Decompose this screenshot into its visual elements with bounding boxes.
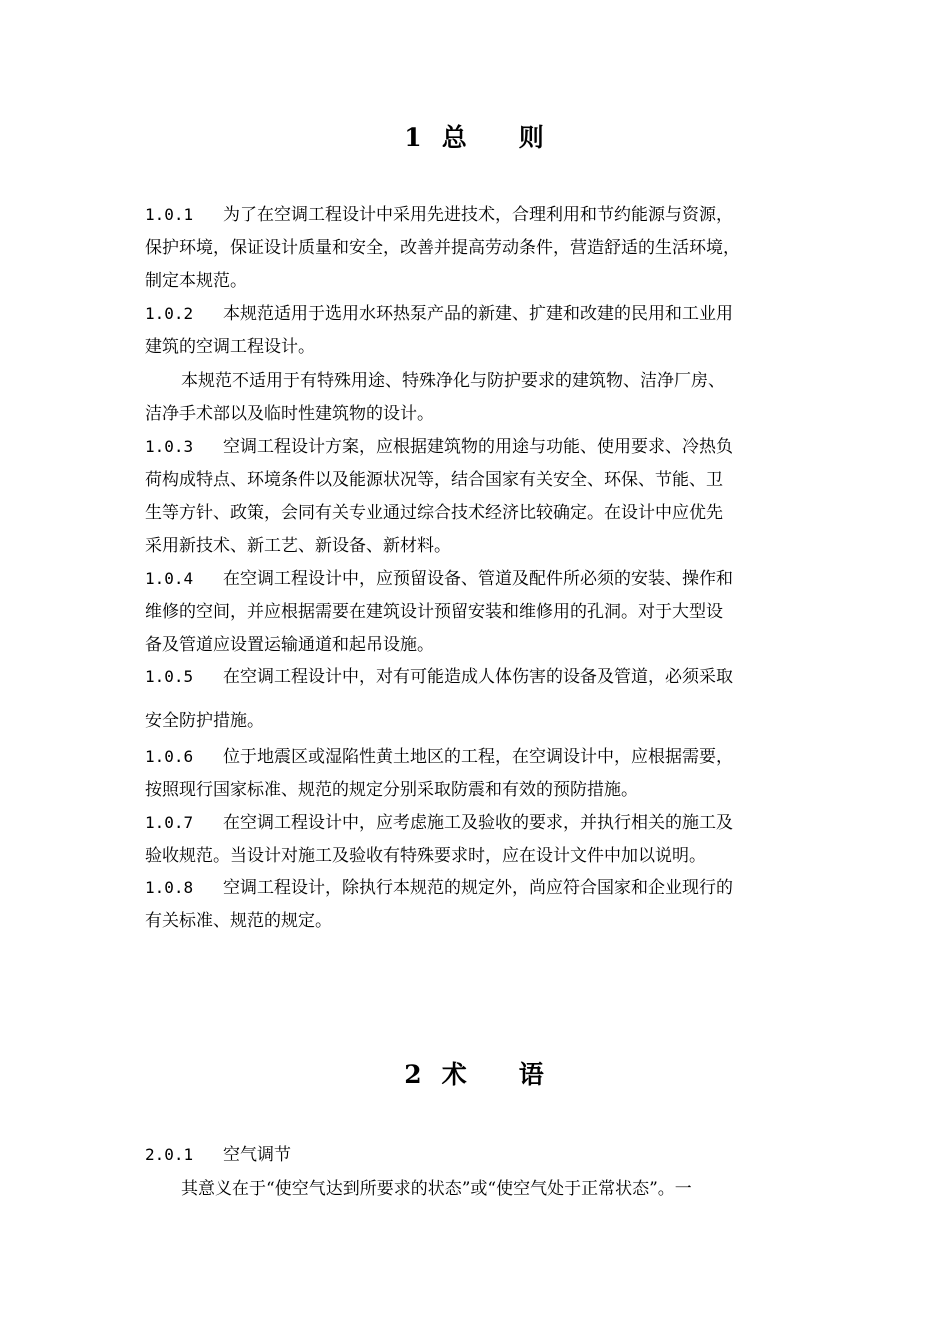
line-text: 验收规范。当设计对施工及验收有特殊要求时，应在设计文件中加以说明。 — [145, 846, 706, 866]
section-number: 2 — [404, 1060, 424, 1089]
paragraph-line — [145, 812, 825, 834]
line-text: 本规范适用于选用水环热泵产品的新建、扩建和改建的民用和工业用 — [223, 304, 733, 324]
paragraph-line — [145, 403, 825, 425]
clause-number: 1.0.6 — [145, 747, 194, 766]
paragraph-line — [145, 601, 825, 623]
line-text: 为了在空调工程设计中采用先进技术，合理利用和节约能源与资源， — [223, 205, 733, 225]
paragraph-line — [145, 502, 825, 524]
paragraph-line — [145, 877, 825, 899]
clause-number: 1.0.4 — [145, 569, 194, 588]
line-text: 有关标准、规范的规定。 — [145, 911, 332, 931]
line-text: 保护环境，保证设计质量和安全，改善并提高劳动条件，营造舒适的生活环境， — [145, 238, 740, 258]
paragraph-line — [145, 568, 825, 590]
paragraph-line — [145, 237, 825, 259]
line-text: 其意义在于“使空气达到所要求的状态”或“使空气处于正常状态”。一 — [181, 1179, 692, 1199]
line-text: 空调工程设计，除执行本规范的规定外，尚应符合国家和企业现行的 — [223, 878, 733, 898]
clause-number: 1.0.5 — [145, 667, 194, 686]
clause-number: 1.0.8 — [145, 878, 194, 897]
section-title-part: 语 — [518, 1060, 546, 1089]
paragraph-line — [145, 634, 825, 656]
paragraph-line — [145, 666, 825, 688]
line-text: 本规范不适用于有特殊用途、特殊净化与防护要求的建筑物、洁净厂房、 — [181, 371, 725, 391]
line-text: 洁净手术部以及临时性建筑物的设计。 — [145, 404, 434, 424]
section-title-part: 总 — [441, 123, 469, 152]
line-text: 维修的空间，并应根据需要在建筑设计预留安装和维修用的孔洞。对于大型设 — [145, 602, 723, 622]
section-title-part: 术 — [441, 1060, 469, 1089]
line-text: 按照现行国家标准、规范的规定分别采取防震和有效的预防措施。 — [145, 780, 638, 800]
paragraph-line — [145, 336, 825, 358]
paragraph-line — [145, 370, 861, 392]
section-number: 1 — [404, 123, 424, 152]
line-text: 在空调工程设计中，对有可能造成人体伤害的设备及管道，必须采取 — [223, 667, 733, 687]
clause-number: 1.0.3 — [145, 437, 194, 456]
paragraph-line — [145, 746, 825, 768]
paragraph-line — [145, 1178, 861, 1200]
line-text: 空气调节 — [223, 1145, 291, 1165]
line-text: 生等方针、政策，会同有关专业通过综合技术经济比较确定。在设计中应优先 — [145, 503, 723, 523]
line-text: 备及管道应设置运输通道和起吊设施。 — [145, 635, 434, 655]
paragraph-line — [145, 710, 825, 732]
line-text: 空调工程设计方案，应根据建筑物的用途与功能、使用要求、冷热负 — [223, 437, 733, 457]
line-text: 荷构成特点、环境条件以及能源状况等，结合国家有关安全、环保、节能、卫 — [145, 470, 723, 490]
line-text: 在空调工程设计中，应考虑施工及验收的要求，并执行相关的施工及 — [223, 813, 733, 833]
line-text: 采用新技术、新工艺、新设备、新材料。 — [145, 536, 451, 556]
clause-number: 1.0.1 — [145, 205, 194, 224]
paragraph-line — [145, 910, 825, 932]
paragraph-line — [145, 469, 825, 491]
line-text: 制定本规范。 — [145, 271, 247, 291]
line-text: 在空调工程设计中，应预留设备、管道及配件所必须的安装、操作和 — [223, 569, 733, 589]
paragraph-line — [145, 1144, 825, 1166]
paragraph-line — [145, 845, 825, 867]
paragraph-line — [145, 436, 825, 458]
line-text: 建筑的空调工程设计。 — [145, 337, 315, 357]
clause-number: 1.0.7 — [145, 813, 194, 832]
section-title-part: 则 — [518, 123, 546, 152]
paragraph-line — [145, 204, 825, 226]
section-2-heading — [0, 1055, 950, 1091]
line-text: 位于地震区或湿陷性黄土地区的工程，在空调设计中，应根据需要， — [223, 747, 733, 767]
paragraph-line — [145, 303, 825, 325]
paragraph-line — [145, 270, 825, 292]
clause-number: 2.0.1 — [145, 1145, 194, 1164]
section-1-heading — [0, 118, 950, 154]
paragraph-line — [145, 535, 825, 557]
line-text: 安全防护措施。 — [145, 711, 264, 731]
clause-number: 1.0.2 — [145, 304, 194, 323]
paragraph-line — [145, 779, 825, 801]
